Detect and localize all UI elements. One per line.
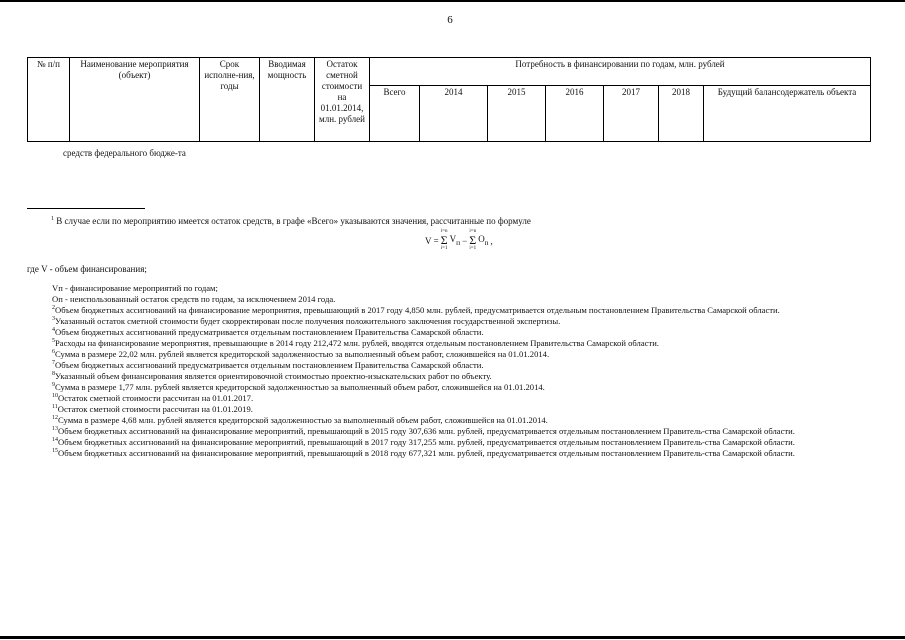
- footnote-item-mark: 9: [52, 382, 55, 389]
- formula-term-1: [450, 234, 461, 247]
- header-year-2017: 2017: [604, 86, 659, 142]
- footnote-item-text: Vп - финансирование мероприятий по годам;: [52, 283, 218, 293]
- footnote-item-text: Сумма в размере 1,77 млн. рублей является кредиторской задолженностью за выполненный объем работ, сложившейся на 01.01.2014.: [55, 382, 545, 392]
- footnote-item: [30, 437, 872, 448]
- footnote-item-mark: 11: [52, 404, 58, 411]
- footnote-item-mark: 6: [52, 349, 55, 356]
- where-text: где V - объем финансирования;: [27, 264, 147, 274]
- term-2-symbol: O: [478, 234, 485, 245]
- footnote-item-text: Объем бюджетных ассигнований на финансирование мероприятий, превышающий в 2015 году 307,636 млн. рублей, предусматривается отдельным постановлением Правитель-ства Самарской области.: [58, 426, 795, 436]
- footnote-item-mark: 3: [52, 316, 55, 323]
- sum-symbol: [441, 229, 448, 252]
- page-bottom-border: [0, 636, 905, 639]
- footnote-item-text: Объем бюджетных ассигнований на финансирование мероприятий, превышающий в 2018 году 677,321 млн. рублей, предусматривается отдельным постановлением Правитель-ства Самарской области.: [58, 448, 795, 458]
- header-term: Срок исполне-ния, годы: [200, 58, 260, 142]
- footnote-item-mark: 5: [52, 338, 55, 345]
- footnote-item-mark: 4: [52, 327, 55, 334]
- footnote-text: В случае если по мероприятию имеется остаток средств, в графе «Всего» указываются значения, рассчитанные по формуле: [56, 216, 531, 226]
- header-future-holder: Будущий балансодержатель объекта: [704, 86, 871, 142]
- footnote-separator: [27, 208, 145, 209]
- footnote-item-mark: 7: [52, 360, 55, 367]
- header-num: № п/п: [28, 58, 70, 142]
- term-1-subscript: п: [456, 237, 461, 247]
- footnote-item: [30, 426, 872, 437]
- footnote-item-text: Указанный объем финансирования является ориентировочной стоимостью проектно-изыскательских работ по объекту.: [55, 371, 492, 381]
- footnote-item-text: Объем бюджетных ассигнований на финансирование мероприятий, превышающий в 2017 году 317,255 млн. рублей, предусматривается отдельным постановлением Правитель-ства Самарской области.: [58, 437, 795, 447]
- footnote-item: [30, 360, 872, 371]
- footnote-item-text: Объем бюджетных ассигнований предусматривается отдельным постановлением Правительства Самарской области.: [55, 327, 484, 337]
- footnote-item: [30, 305, 872, 316]
- header-year-2016: 2016: [546, 86, 604, 142]
- footnote-item-text: Расходы на финансирование мероприятия, превышающие в 2014 году 212,472 млн. рублей, вводятся отдельным постановлением Правительства Самарской области.: [55, 338, 659, 348]
- term-1-symbol: V: [449, 234, 457, 245]
- footnote-item-text: Остаток сметной стоимости рассчитан на 01.01.2017.: [58, 393, 254, 403]
- footnote-item: [30, 382, 872, 393]
- formula-minus: −: [462, 235, 468, 246]
- footnote-item-mark: 10: [52, 393, 58, 400]
- footnote-item-text: Сумма в размере 4,68 млн. рублей является кредиторской задолженностью за выполненный объем работ, сложившейся на 01.01.2014.: [58, 415, 548, 425]
- footnote-item-text: Остаток сметной стоимости рассчитан на 01.01.2019.: [57, 404, 253, 414]
- sum-symbol-2: [469, 229, 476, 252]
- footnote-item: [30, 404, 872, 415]
- footnote-item-text: Объем бюджетных ассигнований предусматривается отдельным постановлением Правительства Самарской области.: [55, 360, 484, 370]
- footnote-item-mark: 15: [52, 448, 58, 455]
- term-2-subscript: n: [484, 237, 489, 247]
- sigma-glyph: Σ: [440, 233, 448, 247]
- formula-lhs: V =: [425, 235, 439, 246]
- footnote-item: [30, 393, 872, 404]
- header-year-2018: 2018: [659, 86, 704, 142]
- footnote-item: [30, 371, 872, 382]
- sigma-glyph-2: Σ: [469, 233, 477, 247]
- header-year-2014: 2014: [420, 86, 488, 142]
- footnote-item-text: Оп - неиспользованный остаток средств по годам, за исключением 2014 года.: [52, 294, 336, 304]
- page-number: 6: [447, 14, 453, 26]
- footnote-item-mark: 14: [52, 437, 58, 444]
- footnote-item-mark: 12: [52, 415, 58, 422]
- footnote-item-text: Указанный остаток сметной стоимости будет скорректирован после получения положительного заключения государственной экспертизы.: [55, 316, 561, 326]
- header-total: Всего: [370, 86, 420, 142]
- footnote-item-mark: 13: [52, 426, 58, 433]
- footnote-item-text: Сумма в размере 22,02 млн. рублей является кредиторской задолженностью за выполненный объем работ, сложившейся на 01.01.2014.: [55, 349, 550, 359]
- sum-lower-limit-2: i=1: [469, 246, 477, 251]
- footnote-item: [30, 294, 872, 305]
- footnote-1: [51, 216, 871, 227]
- header-year-2015: 2015: [488, 86, 546, 142]
- sum-upper-limit: i=n: [440, 229, 448, 234]
- footnote-item: [30, 316, 872, 327]
- footnote-mark: 1: [51, 216, 54, 222]
- footnote-item-mark: 2: [52, 305, 55, 312]
- header-financing-need: Потребность в финансировании по годам, млн. рублей: [370, 58, 871, 86]
- footnote-item: [30, 415, 872, 426]
- financing-table: [27, 57, 871, 142]
- footnote-item: [30, 448, 872, 459]
- financing-formula: [425, 229, 493, 252]
- header-capacity: Вводимая мощность: [260, 58, 315, 142]
- footnote-item: [30, 349, 872, 360]
- sum-lower-limit: i=1: [440, 246, 448, 251]
- footnote-item: [30, 283, 872, 294]
- header-balance: Остаток сметной стоимости на 01.01.2014, млн. рублей: [315, 58, 370, 142]
- formula-end: ,: [490, 235, 493, 246]
- sum-upper-limit-2: i=n: [469, 229, 477, 234]
- footnote-item-text: Объем бюджетных ассигнований на финансирование мероприятия, превышающий в 2017 году 4,850 млн. рублей, предусматривается отдельным постановлением Правительства Самарской области.: [55, 305, 780, 315]
- formula-term-2: [478, 234, 488, 247]
- header-name: Наименование мероприятия (объект): [70, 58, 200, 142]
- footnote-item: [30, 327, 872, 338]
- row-continuation-text: средств федерального бюдже-та: [63, 148, 186, 158]
- footnote-item-mark: 8: [52, 371, 55, 378]
- footnotes-list: [30, 283, 872, 459]
- page-top-border: [0, 0, 905, 2]
- footnote-item: [30, 338, 872, 349]
